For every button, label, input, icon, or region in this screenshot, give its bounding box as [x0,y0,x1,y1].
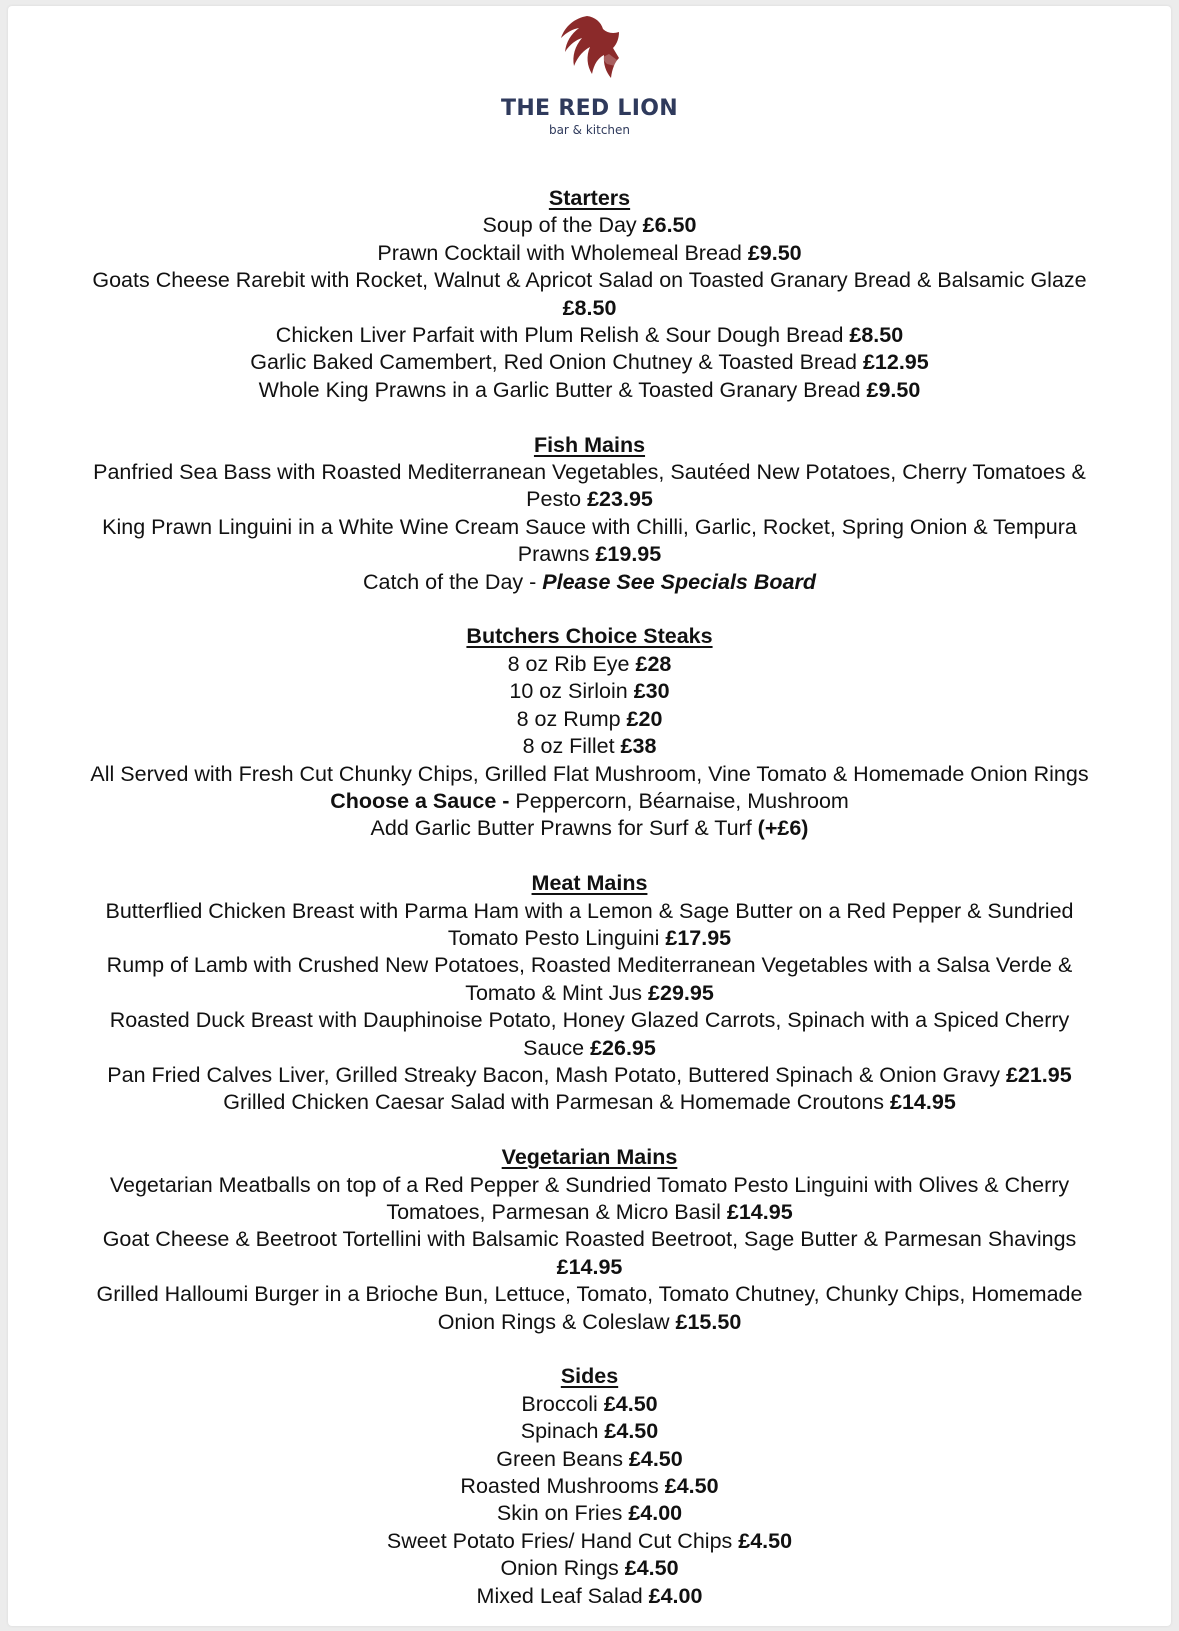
menu-content [8,185,1171,1610]
menu-item: Panfried Sea Bass with Roasted Mediterranean Vegetables, Sautéed New Potatoes, Cherry Tomatoes & [93,460,1086,485]
price: £14.95 [556,1254,623,1279]
menu-item: 8 oz Rib Eye £28 [507,651,672,676]
menu-item: Catch of the Day - Please See Specials Board [363,569,816,594]
price: £17.95 [665,925,732,950]
price: £29.95 [648,980,714,1005]
price: £4.50 [628,1446,683,1471]
brand-name: THE RED LION [501,96,678,121]
section-title: Starters [548,186,631,210]
section-vegetarian-mains [8,1144,1171,1171]
price: £15.50 [675,1309,742,1334]
price: £28 [635,651,672,676]
price: £12.95 [862,350,929,375]
price: £21.95 [1005,1062,1072,1087]
menu-item-cont: Tomato & Mint Jus £29.95 [465,980,714,1005]
sauce-label: Choose a Sauce - [330,788,516,813]
menu-item: Sweet Potato Fries/ Hand Cut Chips £4.50 [386,1528,793,1553]
section-title: Sides [560,1364,619,1389]
menu-item: 8 oz Rump £20 [516,706,663,731]
section-meat-mains [8,870,1171,897]
section-starters [8,185,1171,212]
menu-item: Mixed Leaf Salad £4.00 [476,1583,703,1608]
brand-header [8,14,1171,137]
section-title: Butchers Choice Steaks [466,624,713,649]
price: £9.50 [866,377,921,402]
menu-item-cont: Prawns £19.95 [517,542,662,567]
price: £20 [626,706,663,731]
price: £14.95 [726,1199,793,1224]
price: £8.50 [849,323,904,348]
menu-item-price-line [8,1254,1171,1281]
menu-item: Skin on Fries £4.00 [496,1501,683,1526]
price: £6.50 [642,213,697,238]
price: £14.95 [890,1090,956,1115]
menu-item: Garlic Baked Camembert, Red Onion Chutney & Toasted Bread £12.95 [250,350,929,375]
menu-item-cont: Sauce £26.95 [523,1035,656,1060]
brand-subtitle: bar & kitchen [548,123,631,137]
price: £23.95 [587,487,653,512]
section-fish-mains [8,432,1171,459]
price: £4.50 [624,1556,679,1581]
menu-item: Chicken Liver Parfait with Plum Relish & Sour Dough Bread £8.50 [275,323,904,348]
section-gap [8,404,1171,431]
menu-item: Soup of the Day £6.50 [482,213,697,238]
section-title: Fish Mains [533,432,646,457]
menu-item: Whole King Prawns in a Garlic Butter & Toasted Granary Bread £9.50 [258,377,921,402]
steaks-served-with: All Served with Fresh Cut Chunky Chips, Grilled Flat Mushroom, Vine Tomato & Homemade Onion Rings [90,761,1089,786]
menu-item: King Prawn Linguini in a White Wine Cream Sauce with Chilli, Garlic, Rocket, Spring Onion & Tempura [102,514,1077,539]
menu-item: Pan Fried Calves Liver, Grilled Streaky Bacon, Mash Potato, Buttered Spinach & Onion Gravy £21.95 [107,1062,1072,1087]
price: £38 [620,734,657,759]
menu-item: Roasted Mushrooms £4.50 [460,1474,719,1499]
menu-item-cont: Onion Rings & Coleslaw £15.50 [437,1309,742,1334]
menu-item: Goats Cheese Rarebit with Rocket, Walnut & Apricot Salad on Toasted Granary Bread & Balsamic Glaze [92,268,1087,293]
sauce-choice [8,788,1171,815]
section-sides [8,1363,1171,1390]
section-gap [8,1336,1171,1363]
menu-item-cont: Tomatoes, Parmesan & Micro Basil £14.95 [386,1199,793,1224]
menu-item: Onion Rings £4.50 [500,1556,679,1581]
menu-item-cont: Tomato Pesto Linguini £17.95 [447,925,732,950]
menu-item: Spinach £4.50 [520,1419,659,1444]
section-gap [8,843,1171,870]
menu-item: 8 oz Fillet £38 [522,734,657,759]
menu-item: Grilled Halloumi Burger in a Brioche Bun, Lettuce, Tomato, Tomato Chutney, Chunky Chips, Homemade [96,1282,1083,1307]
price: (+£6) [757,816,809,841]
price: £4.50 [738,1528,793,1553]
lion-head-icon [557,14,623,86]
price: £26.95 [590,1035,656,1060]
menu-item-price-line [8,295,1171,322]
section-gap [8,596,1171,623]
section-title: Meat Mains [531,871,648,896]
specials-note: Please See Specials Board [542,569,816,594]
price: £8.50 [562,295,617,320]
price: £4.50 [603,1391,658,1416]
sauce-options: Peppercorn, Béarnaise, Mushroom [515,788,849,813]
price: £30 [633,679,670,704]
price: £4.50 [604,1419,659,1444]
section-steaks [8,623,1171,650]
menu-item: 10 oz Sirloin £30 [509,679,670,704]
price: £4.00 [628,1501,683,1526]
menu-item: Vegetarian Meatballs on top of a Red Pepper & Sundried Tomato Pesto Linguini with Olives & Cherry [109,1172,1070,1197]
section-gap [8,1117,1171,1144]
surf-turf-addon: Add Garlic Butter Prawns for Surf & Turf (+£6) [370,816,809,841]
price: £4.00 [648,1583,703,1608]
menu-item: Broccoli £4.50 [521,1391,658,1416]
menu-item: Green Beans £4.50 [496,1446,683,1471]
menu-item: Goat Cheese & Beetroot Tortellini with Balsamic Roasted Beetroot, Sage Butter & Parmesan Shavings [102,1227,1077,1252]
price: £4.50 [664,1474,719,1499]
menu-item: Butterflied Chicken Breast with Parma Ham with a Lemon & Sage Butter on a Red Pepper & Sundried [105,898,1074,923]
menu-item-cont: Pesto £23.95 [526,487,653,512]
menu-item: Rump of Lamb with Crushed New Potatoes, Roasted Mediterranean Vegetables with a Salsa Verde & [106,953,1073,978]
menu-item: Prawn Cocktail with Wholemeal Bread £9.50 [377,240,802,265]
menu-item: Roasted Duck Breast with Dauphinoise Potato, Honey Glazed Carrots, Spinach with a Spiced Cherry [109,1008,1070,1033]
section-title: Vegetarian Mains [501,1145,678,1170]
price: £9.50 [747,240,802,265]
menu-page [8,6,1171,1626]
price: £19.95 [595,542,662,567]
menu-item: Grilled Chicken Caesar Salad with Parmesan & Homemade Croutons £14.95 [223,1090,956,1115]
